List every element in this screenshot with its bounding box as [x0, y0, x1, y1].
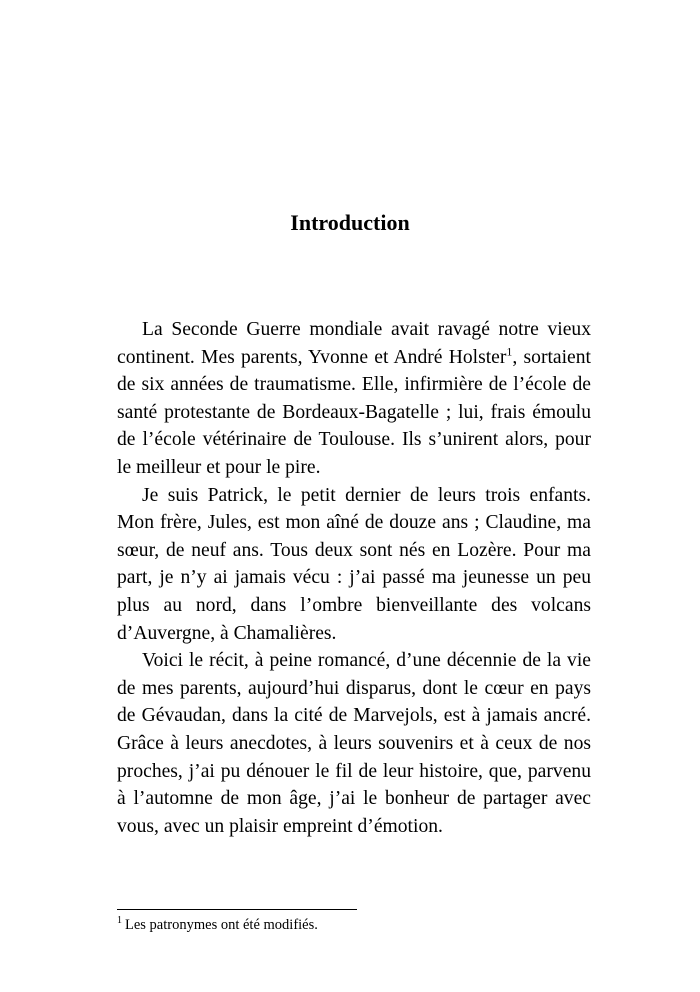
footnote-divider — [117, 909, 357, 910]
footnote-reference: 1 — [506, 344, 513, 359]
body-text — [117, 316, 591, 840]
paragraph-1-text-start: La Seconde Guerre mondiale avait ravagé notre vieux continent. Mes parents, Yvonne et André Holster — [117, 319, 591, 368]
paragraph-2: Je suis Patrick, le petit dernier de leurs trois enfants. Mon frère, Jules, est mon aîné de douze ans ; Claudine, ma sœur, de neuf ans. Tous deux sont nés en Lozère. Pour ma part, je n’y ai jamais vécu : j’ai passé ma jeunesse un peu plus au nord, dans l’ombre bienveillante des volcans d’Auvergne, à Chamalières. — [117, 484, 591, 644]
page-title: Introduction — [290, 210, 410, 235]
footnote — [117, 915, 591, 935]
footnote-number: 1 — [117, 915, 122, 927]
paragraph-1-text-end: , sortaient de six années de traumatisme. Elle, infirmière de l’école de santé protestante de Bordeaux-Bagatelle ; lui, frais émoulu de l’école vétérinaire de Toulouse. Ils s’unirent alors, pour le meilleur et pour le pire. — [117, 346, 591, 478]
paragraph-3: Voici le récit, à peine romancé, d’une décennie de la vie de mes parents, aujourd’hui disparus, dont le cœur en pays de Gévaudan, dans la cité de Marvejols, est à jamais ancré. Grâce à leurs anecdotes, à leurs souvenirs et à ceux de nos proches, j’ai pu dénouer le fil de leur histoire, que, parvenu à l’automne de mon âge, j’ai le bonheur de partager avec vous, avec un plaisir empreint d’émotion. — [117, 650, 591, 837]
paragraph-1 — [117, 316, 591, 482]
footnote-text: Les patronymes ont été modifiés. — [125, 917, 318, 933]
